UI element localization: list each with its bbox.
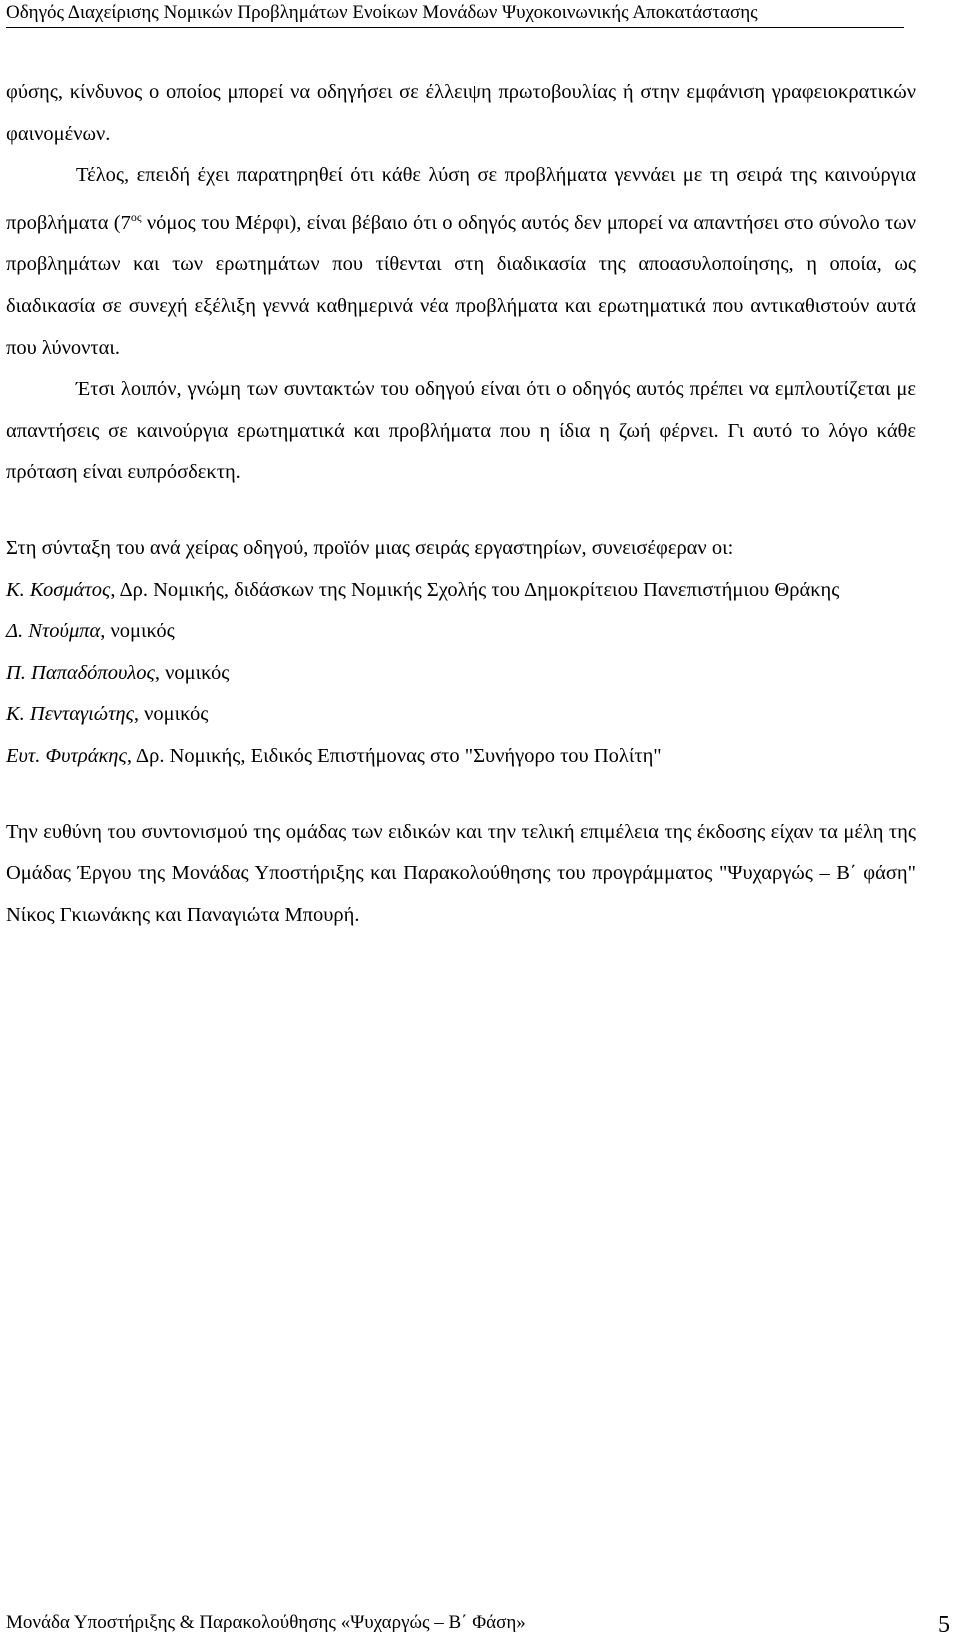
contributor-item xyxy=(6,653,916,695)
paragraph-3: Έτσι λοιπόν, γνώμη των συντακτών του οδηγού είναι ότι ο οδηγός αυτός πρέπει να εμπλουτίζεται με απαντήσεις σε καινούργια ερωτηματικά και προβλήματα που η ίδια η ζωή φέρνει. Γι αυτό το λόγο κάθε πρόταση είναι ευπρόσδεκτη. xyxy=(6,378,916,484)
contributor-role: , Δρ. Νομικής, Ειδικός Επιστήμονας στο "Συνήγορο του Πολίτη" xyxy=(126,744,662,767)
contributor-name: Κ. Κοσμάτος xyxy=(6,578,111,601)
contributor-role: , νομικός xyxy=(100,620,175,643)
contributor-name: Π. Παπαδόπουλος xyxy=(6,661,155,684)
running-header: Οδηγός Διαχείρισης Νομικών Προβλημάτων Ενοίκων Μονάδων Ψυχοκοινωνικής Αποκατάστασης xyxy=(6,0,904,28)
footer-text: Μονάδα Υποστήριξης & Παρακολούθησης «Ψυχαργώς – Β΄ Φάση» xyxy=(6,1612,526,1633)
contributor-item xyxy=(6,570,916,612)
contributor-role: , Δρ. Νομικής, διδάσκων της Νομικής Σχολής του Δημοκρίτειου Πανεπιστήμιου Θράκης xyxy=(110,578,840,601)
contributor-name: Δ. Ντούμπα xyxy=(6,620,101,643)
contributor-item xyxy=(6,694,916,736)
contributor-role: , νομικός xyxy=(154,661,230,684)
spacer xyxy=(6,778,916,812)
contributor-role: , νομικός xyxy=(133,703,209,726)
contributor-item xyxy=(6,736,916,778)
contributors-list xyxy=(6,570,916,778)
contributor-item xyxy=(6,611,916,653)
document-body xyxy=(6,72,916,936)
contributor-name: Κ. Πενταγιώτης xyxy=(6,703,134,726)
contributor-name: Ευτ. Φυτράκης xyxy=(6,744,127,767)
paragraph-2-text-a: Τέλος, επειδή έχει παρατηρηθεί ότι κάθε λύση σε προβλήματα γεννάει με τη σειρά της καινούργια προβλήματα (7 xyxy=(6,164,916,234)
paragraph-2-text-b: νόμος του Μέρφι), είναι βέβαιο ότι ο οδηγός αυτός δεν μπορεί να απαντήσει στο σύνολο των προβλημάτων και των ερωτημάτων που τίθενται στη διαδικασία της αποασυλοποίησης, η οποία, ως διαδικασία σε συνεχή εξέλιξη γεννά καθημερινά νέα προβλήματα και ερωτηματικά που αντικαθιστούν αυτά που λύνονται. xyxy=(6,211,917,359)
page-footer xyxy=(6,1610,950,1638)
page-number: 5 xyxy=(938,1612,950,1638)
paragraph-1: φύσης, κίνδυνος ο οποίος μπορεί να οδηγήσει σε έλλειψη πρωτοβουλίας ή στην εμφάνιση γραφειοκρατικών φαινομένων. xyxy=(6,81,916,145)
spacer xyxy=(6,494,916,528)
paragraph-4: Στη σύνταξη του ανά χείρας οδηγού, προϊόν μιας σειράς εργαστηρίων, συνεισέφεραν οι: xyxy=(6,536,734,559)
paragraph-2 xyxy=(6,155,916,369)
ordinal-superscript: ος xyxy=(130,209,142,224)
closing-paragraph: Την ευθύνη του συντονισμού της ομάδας των ειδικών και την τελική επιμέλεια της έκδοσης είχαν τα μέλη της Ομάδας Έργου της Μονάδας Υποστήριξης και Παρακολούθησης του προγράμματος "Ψυχαργώς – Β΄ φάση" Νίκος Γκιωνάκης και Παναγιώτα Μπουρή. xyxy=(6,820,916,926)
